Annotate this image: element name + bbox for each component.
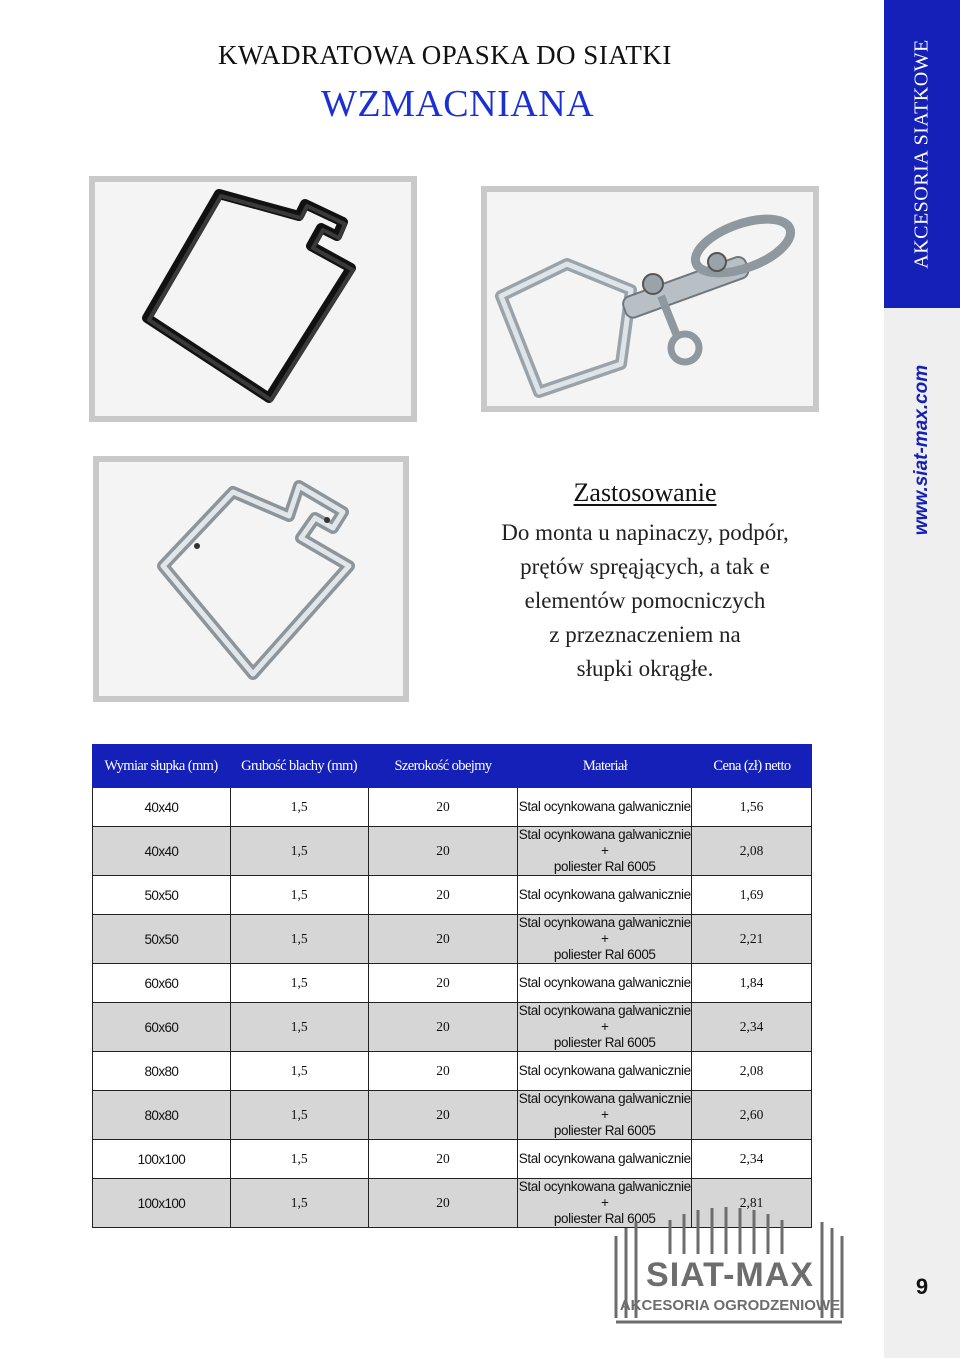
cell-size: 100x100 (93, 1179, 231, 1228)
cell-thickness: 1,5 (230, 1052, 368, 1091)
cell-width: 20 (368, 964, 518, 1003)
table-row (93, 788, 812, 827)
material-line: poliester Ral 6005 (553, 1211, 656, 1226)
cell-price: 2,34 (692, 1003, 812, 1052)
photo-black-clamp (89, 176, 417, 422)
price-table (92, 788, 812, 1228)
material-line: Stal ocynkowana galwanicznie (518, 975, 691, 990)
cell-size: 40x40 (93, 788, 231, 827)
column-header-material: Materiał (582, 757, 628, 774)
cell-thickness: 1,5 (230, 876, 368, 915)
material-line: Stal ocynkowana galwanicznie + (518, 1179, 691, 1210)
photo-galvanized-clamp (93, 456, 409, 702)
cell-width: 20 (368, 1052, 518, 1091)
page-subtitle: WZMACNIANA (321, 83, 595, 125)
cell-price: 2,08 (692, 827, 812, 876)
website-link[interactable]: www.siat-max.com (911, 364, 932, 536)
cell-price: 1,69 (692, 876, 812, 915)
cell-material (518, 827, 692, 876)
table-row (93, 827, 812, 876)
table-row (93, 1003, 812, 1052)
material-line: Stal ocynkowana galwanicznie + (518, 1003, 691, 1034)
cell-size: 40x40 (93, 827, 231, 876)
application-line: elementów pomocniczych (524, 588, 766, 613)
cell-thickness: 1,5 (230, 915, 368, 964)
cell-price: 2,60 (692, 1091, 812, 1140)
table-row (93, 1140, 812, 1179)
cell-thickness: 1,5 (230, 1091, 368, 1140)
column-header-price: Cena (zł) netto (713, 757, 791, 774)
cell-material (518, 788, 692, 827)
cell-thickness: 1,5 (230, 1179, 368, 1228)
application-line: prętów spręąjących, a tak e (520, 554, 770, 579)
table-row (93, 1091, 812, 1140)
material-line: Stal ocynkowana galwanicznie + (518, 1091, 691, 1122)
cell-material (518, 915, 692, 964)
cell-material (518, 1091, 692, 1140)
table-header (92, 744, 812, 788)
material-line: Stal ocynkowana galwanicznie (518, 799, 691, 814)
material-line: Stal ocynkowana galwanicznie (518, 1151, 691, 1166)
cell-thickness: 1,5 (230, 1003, 368, 1052)
cell-width: 20 (368, 1179, 518, 1228)
material-line: Stal ocynkowana galwanicznie + (518, 915, 691, 946)
cell-width: 20 (368, 1140, 518, 1179)
cell-price: 1,84 (692, 964, 812, 1003)
logo-brand: SIAT-MAX (646, 1256, 814, 1294)
application-line: słupki okrągłe. (576, 656, 714, 681)
material-line: Stal ocynkowana galwanicznie (518, 1063, 691, 1078)
table-row (93, 964, 812, 1003)
cell-material (518, 1052, 692, 1091)
material-line: poliester Ral 6005 (553, 859, 656, 874)
cell-material (518, 964, 692, 1003)
website-block (884, 330, 960, 570)
page-title: KWADRATOWA OPASKA DO SIATKI (218, 40, 672, 70)
cell-size: 80x80 (93, 1052, 231, 1091)
siat-max-logo (610, 1206, 850, 1336)
application-line: Do monta u napinaczy, podpór, (501, 520, 789, 545)
application-line: z przeznaczeniem na (549, 622, 741, 647)
cell-price: 2,81 (692, 1179, 812, 1228)
table-row (93, 876, 812, 915)
cell-thickness: 1,5 (230, 788, 368, 827)
column-header-size: Wymiar słupka (mm) (104, 757, 218, 774)
material-line: poliester Ral 6005 (553, 947, 656, 962)
cell-size: 80x80 (93, 1091, 231, 1140)
category-banner (884, 0, 960, 308)
cell-material (518, 1140, 692, 1179)
column-header-width: Szerokość obejmy (394, 757, 492, 774)
cell-width: 20 (368, 1091, 518, 1140)
cell-size: 50x50 (93, 876, 231, 915)
cell-price: 2,08 (692, 1052, 812, 1091)
cell-price: 2,34 (692, 1140, 812, 1179)
cell-thickness: 1,5 (230, 964, 368, 1003)
page-number: 9 (915, 1274, 929, 1299)
material-line: Stal ocynkowana galwanicznie + (518, 827, 691, 858)
cell-price: 1,56 (692, 788, 812, 827)
cell-width: 20 (368, 1003, 518, 1052)
column-header-thickness: Grubość blachy (mm) (241, 757, 357, 774)
material-line: poliester Ral 6005 (553, 1035, 656, 1050)
cell-size: 60x60 (93, 964, 231, 1003)
photo-clamp-with-tensioner (481, 186, 819, 412)
cell-price: 2,21 (692, 915, 812, 964)
cell-size: 50x50 (93, 915, 231, 964)
cell-size: 60x60 (93, 1003, 231, 1052)
material-line: Stal ocynkowana galwanicznie (518, 887, 691, 902)
table-row (93, 1052, 812, 1091)
logo-tagline: AKCESORIA OGRODZENIOWE (619, 1297, 841, 1314)
cell-size: 100x100 (93, 1140, 231, 1179)
application-description (440, 516, 850, 686)
cell-width: 20 (368, 827, 518, 876)
cell-thickness: 1,5 (230, 1140, 368, 1179)
application-heading: Zastosowanie (573, 478, 717, 507)
cell-width: 20 (368, 915, 518, 964)
cell-material (518, 1003, 692, 1052)
cell-width: 20 (368, 876, 518, 915)
cell-width: 20 (368, 788, 518, 827)
cell-material (518, 876, 692, 915)
table-row (93, 915, 812, 964)
category-label: AKCESORIA SIATKOWE (910, 39, 933, 269)
material-line: poliester Ral 6005 (553, 1123, 656, 1138)
cell-thickness: 1,5 (230, 827, 368, 876)
